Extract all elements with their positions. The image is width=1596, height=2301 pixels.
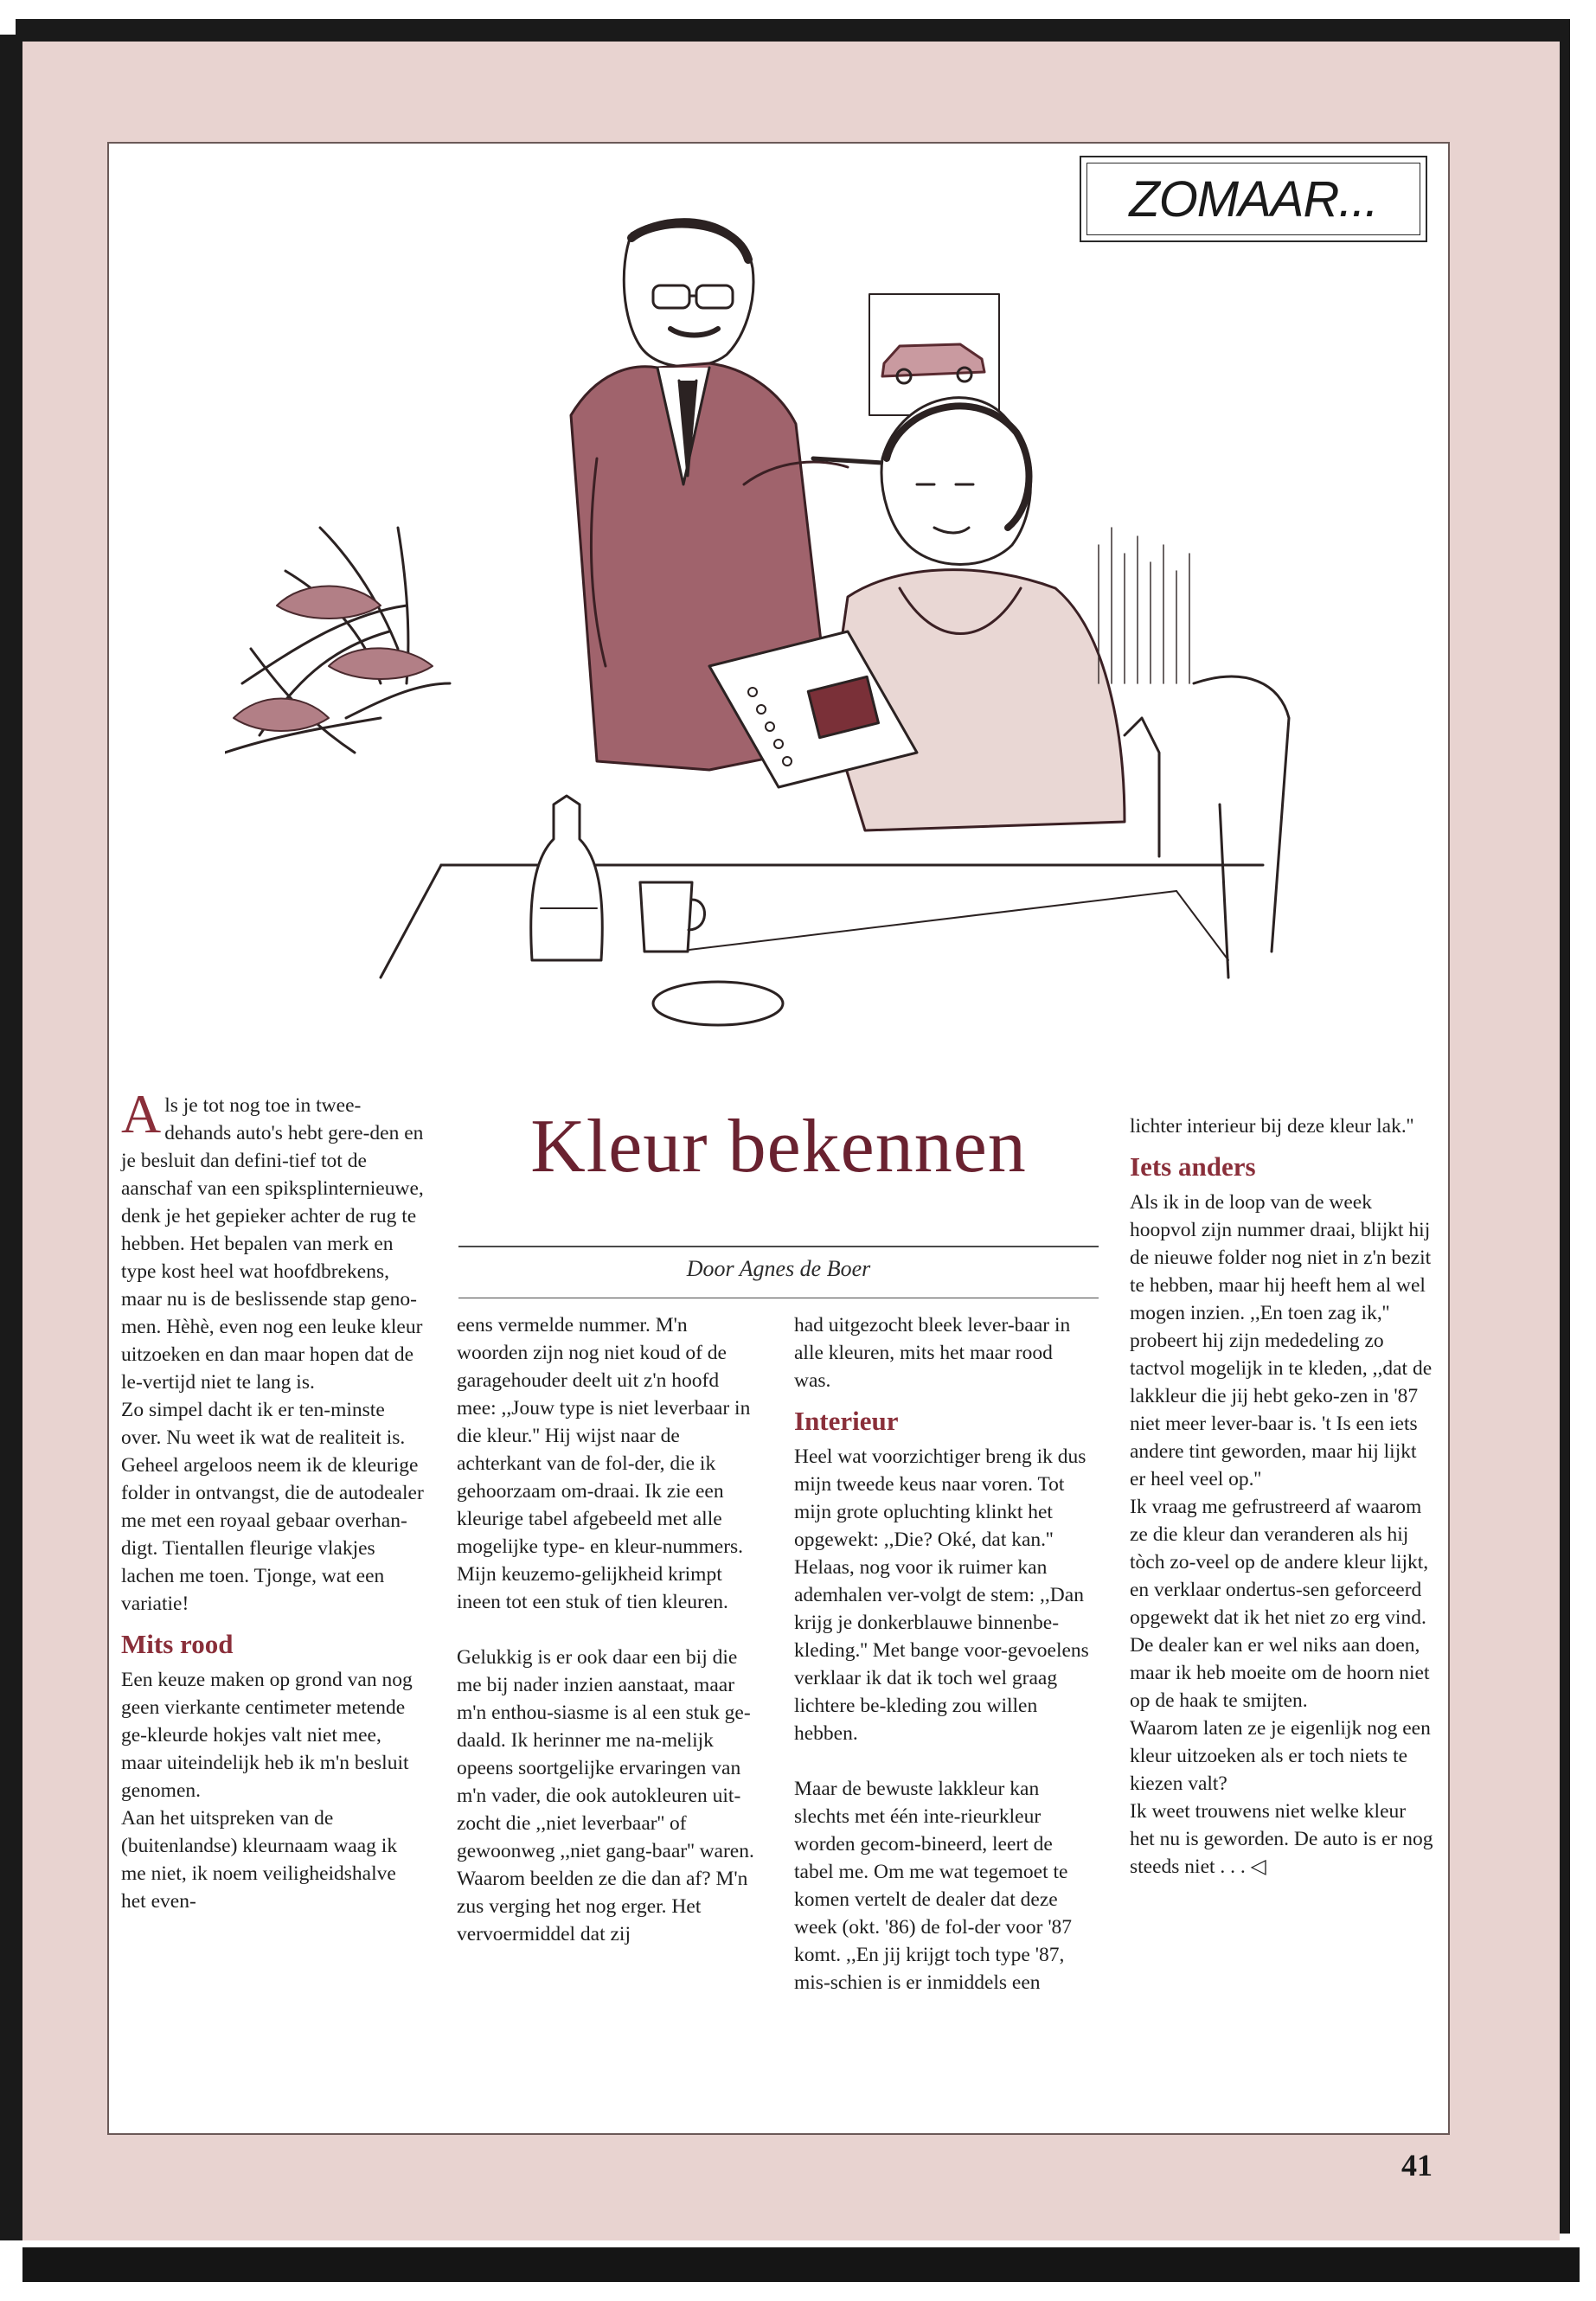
text-column-1	[121, 1083, 426, 1915]
paragraph-text: Ik weet trouwens niet welke kleur het nu is geworden. De auto is er nog steeds niet . . .	[1130, 1800, 1433, 1878]
page-number: 41	[1401, 2148, 1433, 2182]
paragraph	[121, 1083, 426, 1396]
paragraph: Heel wat voorzichtiger breng ik dus mijn tweede keus naar voren. Tot mijn grote opluchting klinkt het opgewekt: ,,Die? Oké, dat kan.'' Helaas, nog voor ik ruimer kan ademhalen ver-volgt de stem: ,,Dan krijg je donkerblauwe binnenbe-kleding.'' Met bange voor-gevoelens verklaar ik dat ik toch wel graag lichtere be-kleding zou willen hebben.	[794, 1445, 1089, 1745]
text-column-3	[794, 1311, 1093, 1997]
headline-rule-top	[458, 1246, 1099, 1247]
article-byline: Door Agnes de Boer	[686, 1256, 871, 1281]
subheading: Iets anders	[1130, 1151, 1256, 1182]
paragraph: De dealer kan er wel niks aan doen, maar ik heb moeite om de hoorn niet op de haak te smijten.	[1130, 1634, 1430, 1712]
paragraph: Gelukkig is er ook daar een bij die me bij nader inzien aanstaat, maar m'n enthou-siasme is al een stuk ge-daald. Ik herinner me na-melijk opeens soortgelijke ervaringen van m'n vader, die ook autokleuren uit-zocht die ,,niet leverbaar'' of gewoonweg ,,niet gang-baar'' waren. Waarom beelden ze die dan af? M'n zus verging het nog erger. Het vervoermiddel dat zij	[457, 1646, 754, 1945]
subheading: Interieur	[794, 1406, 899, 1436]
subheading: Mits rood	[121, 1629, 234, 1659]
paragraph: Waarom laten ze je eigenlijk nog een kleur uitzoeken als er toch niets te kiezen valt?	[1130, 1717, 1431, 1795]
article-headline: Kleur bekennen	[530, 1105, 1027, 1189]
paragraph-text: ls je tot nog toe in twee-dehands auto's hebt gere-den en je besluit dan defini-tief tot de aanschaf van een spiksplinternieuwe, denk je het gepieker achter de rug te hebben. Het bepalen van merk en type kost heel wat hoofdbrekens, maar nu is de beslissende stap geno-men. Hèhè, even nog een leuke kleur uitzoeken en dan maar hopen dat de le-vertijd niet te lang is.	[121, 1094, 424, 1394]
paragraph: Als ik in de loop van de week hoopvol zijn nummer draai, blijkt hij de nieuwe folder nog niet in z'n bezit te hebben, maar hij heeft hem al wel mogen inzien. ,,En toen zag ik,'' probeert hij zijn mededeling zo tactvol mogelijk in te kleden, ,,dat de lakkleur die jij hebt geko-zen in '87 niet meer lever-baar is. 't Is een iets andere tint geworden, maar hij lijkt er heel veel op.''	[1130, 1191, 1433, 1490]
scan-shadow-right	[1560, 19, 1570, 2234]
dropcap: A	[121, 1083, 162, 1144]
illustration	[225, 199, 1419, 1055]
paragraph: had uitgezocht bleek lever-baar in alle kleuren, mits het maar rood was.	[794, 1314, 1071, 1392]
paragraph: Zo simpel dacht ik er ten-minste over. Nu weet ik wat de realiteit is.	[121, 1399, 406, 1449]
paragraph: Maar de bewuste lakkleur kan slechts met één inte-rieurkleur worden gecom-bineerd, leert de tabel me. Om me wat tegemoet te komen vertelt de dealer dat deze week (okt. '86) de fol-der voor '87 komt. ,,En jij krijgt toch type '87, mis-schien is er inmiddels een	[794, 1778, 1073, 1994]
section-label: ZOMAAR...	[1129, 170, 1378, 228]
paragraph: lichter interieur bij deze kleur lak.''	[1130, 1115, 1414, 1138]
paragraph: Een keuze maken op grond van nog geen vierkante centimeter metende ge-kleurde hokjes valt niet mee, maar uiteindelijk heb ik m'n besluit genomen.	[121, 1669, 413, 1802]
paragraph: Ik vraag me gefrustreerd af waarom ze die kleur dan veranderen als hij tòch zo-veel op de andere kleur lijkt, en verklaar ondertus-sen geforceerd opgewekt dat ik het niet zo erg vind.	[1130, 1496, 1429, 1629]
text-column-4	[1130, 1112, 1434, 1881]
text-column-2	[457, 1311, 755, 1948]
end-mark-icon: ◁	[1250, 1856, 1266, 1878]
paragraph	[1130, 1798, 1434, 1881]
paragraph: Geheel argeloos neem ik de kleurige folder in ontvangst, die de autodealer me met een royaal gebaar overhan-digt. Tientallen fleurige vlakjes lachen me toen. Tjonge, wat een variatie!	[121, 1454, 424, 1615]
scan-shadow-bottom	[22, 2247, 1580, 2282]
paragraph: eens vermelde nummer. M'n woorden zijn nog niet koud of de garagehouder deelt uit z'n hoofd mee: ,,Jouw type is niet leverbaar in die kleur.'' Hij wijst naar de achterkant van de fol-der, die ik gehoorzaam om-draai. Ik zie een kleurige tabel afgebeeld met alle mogelijke type- en kleur-nummers. Mijn keuzemo-gelijkheid krimpt ineen tot een stuk of tien kleuren.	[457, 1314, 751, 1613]
paragraph: Aan het uitspreken van de (buitenlandse) kleurnaam waag ik me niet, ik noem veiligheidshalve het even-	[121, 1807, 398, 1913]
scan-shadow-left	[0, 35, 22, 2301]
scan-margin-right	[1567, 35, 1596, 2301]
scan-shadow-top	[16, 19, 1564, 42]
